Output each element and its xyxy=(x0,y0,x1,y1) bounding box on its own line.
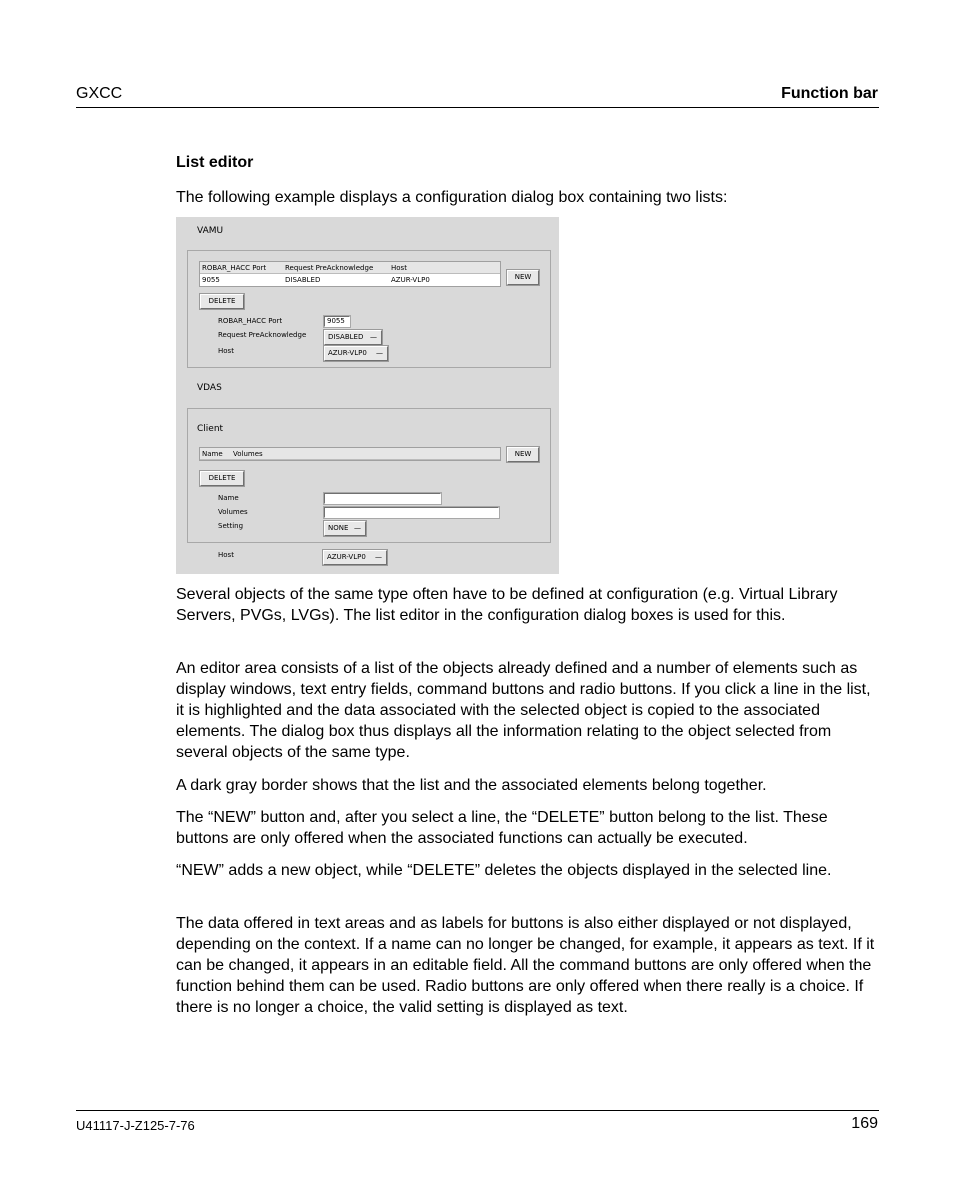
vamu-col-port: ROBAR_HACC Port xyxy=(202,264,267,272)
vamu-preack-label: Request PreAcknowledge xyxy=(218,331,307,339)
running-header-left: GXCC xyxy=(76,85,123,102)
vdas-delete-button[interactable]: DELETE xyxy=(200,471,244,486)
paragraph-3: A dark gray border shows that the list and the associated elements belong together. xyxy=(176,777,767,794)
footer-rule xyxy=(76,1110,879,1111)
paragraph-4: The “NEW” button and, after you select a line, the “DELETE” button belong to the list. These buttons are only offered when the associated functions can actually be executed. xyxy=(176,809,828,847)
vdas-new-button[interactable]: NEW xyxy=(507,447,539,462)
vamu-object-list[interactable] xyxy=(199,261,501,287)
vdas-client-title: Client xyxy=(197,424,224,434)
vdas-setting-dropdown[interactable] xyxy=(324,521,366,536)
vamu-host-dropdown[interactable] xyxy=(324,346,388,361)
dropdown-arrow-icon: — xyxy=(354,524,361,532)
vamu-delete-button[interactable]: DELETE xyxy=(200,294,244,309)
vamu-port-field[interactable]: 9055 xyxy=(324,316,350,327)
vdas-host-value: AZUR-VLP0 xyxy=(327,553,366,561)
section-heading: List editor xyxy=(176,154,254,171)
vdas-host-label: Host xyxy=(218,551,234,559)
vdas-client-list[interactable] xyxy=(199,447,501,461)
dropdown-arrow-icon: — xyxy=(375,553,382,561)
paragraph-1: Several objects of the same type often have to be defined at configuration (e.g. Virtual Library Servers, PVGs, LVGs). The list editor in the configuration dialog boxes is used for this. xyxy=(176,586,838,624)
vamu-port-label: ROBAR_HACC Port xyxy=(218,317,283,325)
vdas-col-name: Name xyxy=(202,450,223,458)
vamu-row-preack[interactable]: DISABLED xyxy=(285,276,321,284)
vdas-col-volumes: Volumes xyxy=(233,450,263,458)
running-header-right: Function bar xyxy=(781,85,878,102)
vamu-preack-value: DISABLED xyxy=(328,333,364,341)
dropdown-arrow-icon: — xyxy=(370,333,377,341)
intro-text: The following example displays a configuration dialog box containing two lists: xyxy=(176,189,728,206)
vdas-volumes-field[interactable] xyxy=(324,507,499,518)
paragraph-5: “NEW” adds a new object, while “DELETE” deletes the objects displayed in the selected line. xyxy=(176,862,832,879)
vdas-name-label: Name xyxy=(218,494,239,502)
vdas-name-field[interactable] xyxy=(324,493,441,504)
vamu-row-port[interactable]: 9055 xyxy=(202,276,220,284)
config-dialog-screenshot xyxy=(176,217,559,574)
vamu-title: VAMU xyxy=(197,226,224,236)
dropdown-arrow-icon: — xyxy=(376,349,383,357)
vamu-preack-dropdown[interactable] xyxy=(324,330,382,345)
vdas-volumes-label: Volumes xyxy=(218,508,248,516)
vamu-host-value: AZUR-VLP0 xyxy=(328,349,367,357)
header-rule xyxy=(76,107,879,108)
vamu-col-preack: Request PreAcknowledge xyxy=(285,264,374,272)
vamu-new-button[interactable]: NEW xyxy=(507,270,539,285)
vamu-list-editor-panel xyxy=(187,250,551,368)
paragraph-6: The data offered in text areas and as labels for buttons is also either displayed or not displayed, depending on the context. If a name can no longer be changed, for example, it appears as text. If it can be changed, it appears in an editable field. All the command buttons are only offered when the function behind them can be used. Radio buttons are only offered when there really is a choice. If there is no longer a choice, the valid setting is displayed as text. xyxy=(176,915,875,1016)
vamu-col-host: Host xyxy=(391,264,407,272)
vamu-host-label: Host xyxy=(218,347,234,355)
vamu-row-host[interactable]: AZUR-VLP0 xyxy=(391,276,430,284)
page-number: 169 xyxy=(851,1115,878,1132)
vdas-title: VDAS xyxy=(197,383,222,393)
vdas-host-dropdown[interactable] xyxy=(323,550,387,565)
paragraph-2: An editor area consists of a list of the objects already defined and a number of elements such as display windows, text entry fields, command buttons and radio buttons. If you click a line in the list, it is highlighted and the data associated with the selected object is copied to the associated elements. The dialog box thus displays all the information relating to the object selected from several objects of the same type. xyxy=(176,660,871,761)
vdas-setting-label: Setting xyxy=(218,522,244,530)
vdas-panel xyxy=(187,408,551,543)
vdas-setting-value: NONE xyxy=(328,524,349,532)
footer-doc-id: U41117-J-Z125-7-76 xyxy=(76,1118,195,1133)
